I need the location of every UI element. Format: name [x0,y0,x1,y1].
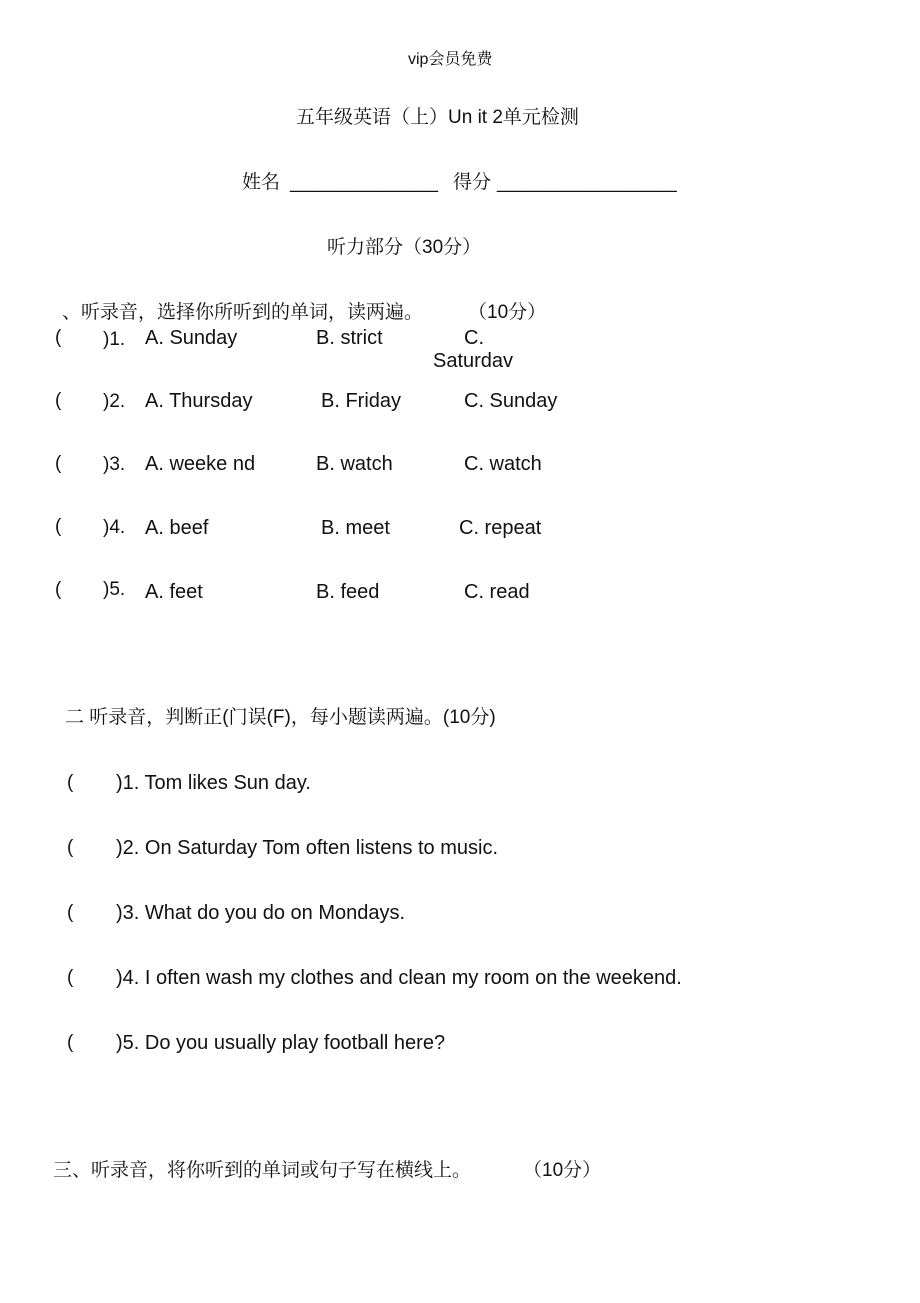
name-label: 姓名 [242,172,281,193]
score-blank: _________________ [497,172,677,193]
section1-points: （10分） [468,302,547,323]
question-number: )3. [103,454,126,475]
option-b: B. feed [316,581,380,603]
name-blank: ______________ [290,172,438,193]
option-b: B. strict [316,327,383,349]
section3-points: （10分） [523,1160,602,1181]
option-a: A. Thursday [145,390,253,412]
answer-paren-open[interactable]: ( [55,453,62,474]
option-b: B. meet [321,517,390,539]
tf-question-4: )4. I often wash my clothes and clean my room on the weekend. [116,967,682,989]
listening-part-title: 听力部分（30分） [327,237,482,258]
option-a: A. weeke nd [145,453,256,475]
option-c: C. watch [464,453,542,475]
question-number: )4. [103,517,126,538]
option-c: C. [464,327,484,349]
option-b: B. Friday [321,390,402,412]
tf-question-2: )2. On Saturday Tom often listens to music. [116,837,499,859]
score-label: 得分 [453,172,492,193]
option-c: C. read [464,581,530,603]
tf-answer-paren-4[interactable]: ( [67,967,74,988]
option-a: A. beef [145,517,209,539]
answer-paren-open[interactable]: ( [55,327,62,348]
option-c-word: Saturdav [433,350,514,372]
section1-title: 、听录音，选择你所听到的单词，读两遍。 [62,302,424,323]
vip-note: vip会员免费 [408,51,493,68]
tf-question-3: )3. What do you do on Mondays. [116,902,406,924]
question-number: )1. [103,329,126,350]
question-number: )2. [103,391,126,412]
section2-title: 二 听录音，判断正(门误(F)，每小题读两遍。(10分) [65,707,496,728]
section3-title: 三、听录音，将你听到的单词或句子写在横线上。 [53,1160,472,1181]
tf-question-1: )1. Tom likes Sun day. [116,772,311,794]
tf-answer-paren-2[interactable]: ( [67,837,74,858]
option-a: A. Sunday [145,327,238,349]
tf-question-5: )5. Do you usually play football here? [116,1032,446,1054]
tf-answer-paren-3[interactable]: ( [67,902,74,923]
tf-answer-paren-1[interactable]: ( [67,772,74,793]
tf-answer-paren-5[interactable]: ( [67,1032,74,1053]
answer-paren-open[interactable]: ( [55,516,62,537]
option-c: C. repeat [459,517,542,539]
option-b: B. watch [316,453,393,475]
answer-paren-open[interactable]: ( [55,390,62,411]
option-c: C. Sunday [464,390,558,412]
option-a: A. feet [145,581,203,603]
page-title: 五年级英语（上）Un it 2单元检测 [296,107,579,128]
answer-paren-open[interactable]: ( [55,579,62,600]
question-number: )5. [103,579,126,600]
